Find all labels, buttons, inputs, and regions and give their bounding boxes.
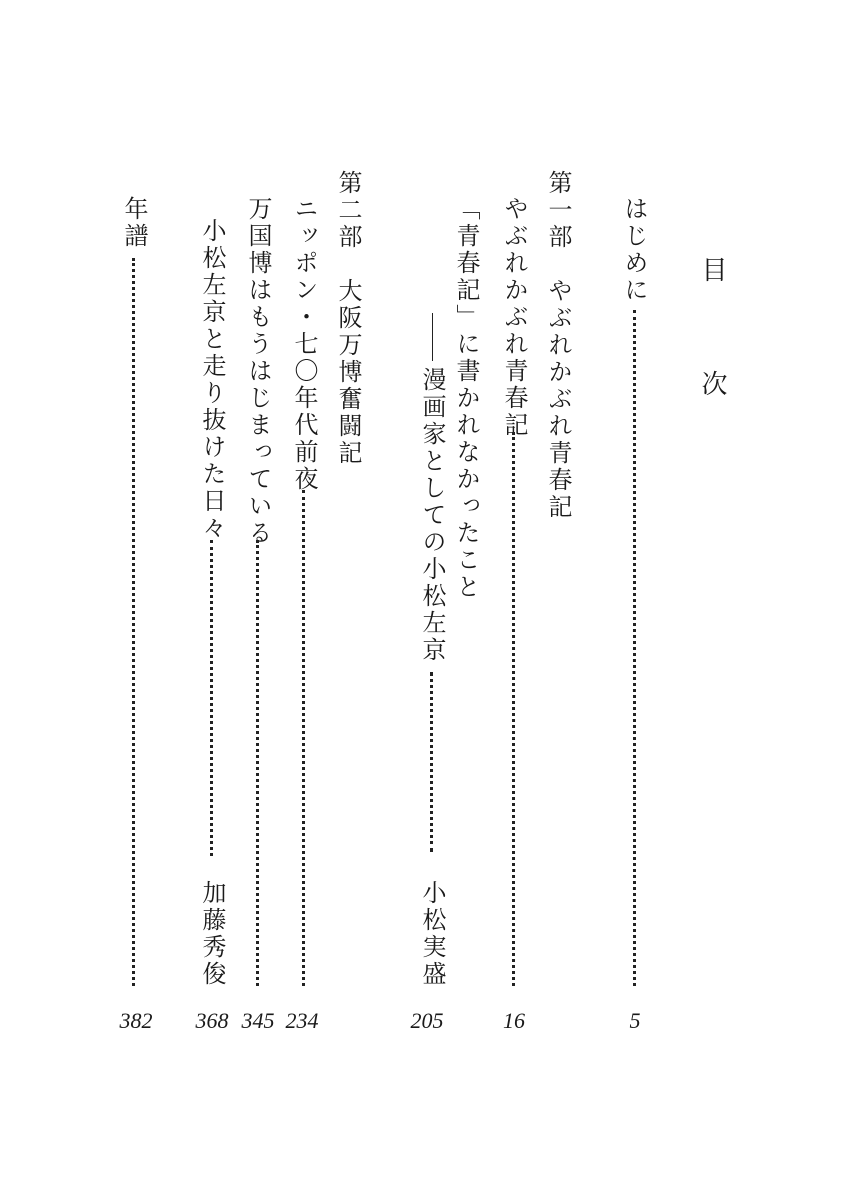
toc-leader-part2-ch3 [210, 540, 213, 856]
toc-entry-part2-ch1[interactable]: ニッポン・七〇年代前夜 [290, 196, 318, 493]
toc-entry-part2-ch2[interactable]: 万国博はもうはじまっている [244, 196, 272, 547]
toc-entry-part1-ch1[interactable]: やぶれかぶれ青春記 [500, 196, 528, 439]
toc-author-part1-ch2: 小松実盛 [418, 880, 446, 988]
toc-entry-part2-ch3[interactable]: 小松左京と走り抜けた日々 [198, 218, 226, 542]
toc-page-part1-ch2: 205 [410, 1008, 444, 1033]
toc-page-part2-ch1: 234 [285, 1008, 319, 1033]
toc-author-part2-ch3: 加藤秀俊 [198, 880, 226, 988]
toc-title-char-2: 次 [697, 370, 727, 399]
toc-entry-part1-ch2[interactable]: 「青春記」に書かれなかったこと [452, 196, 480, 601]
toc-title-char-1: 目 [697, 256, 727, 285]
toc-page-nenpu: 382 [119, 1008, 153, 1033]
toc-entry-hajimeni[interactable]: はじめに [620, 196, 648, 304]
toc-leader-part2-ch1 [302, 490, 305, 986]
toc-leader-nenpu [132, 258, 135, 986]
toc-part1-heading: 第一部 やぶれかぶれ青春記 [544, 170, 572, 521]
toc-page-part1-ch1: 16 [503, 1008, 525, 1033]
toc-page-part2-ch3: 368 [195, 1008, 229, 1033]
toc-dash-part1-ch2-sub [432, 313, 433, 361]
toc-part2-heading: 第二部 大阪万博奮闘記 [334, 170, 362, 467]
toc-leader-part1-ch1 [512, 432, 515, 986]
toc-entry-nenpu[interactable]: 年譜 [120, 196, 148, 250]
toc-page-hajimeni: 5 [629, 1008, 641, 1033]
toc-leader-part2-ch2 [256, 540, 259, 986]
toc-leader-hajimeni [633, 310, 636, 986]
toc-leader-part1-ch2-sub [430, 672, 433, 852]
toc-page-part2-ch2: 345 [241, 1008, 275, 1033]
toc-entry-part1-ch2-sub[interactable]: 漫画家としての小松左京 [418, 367, 446, 664]
